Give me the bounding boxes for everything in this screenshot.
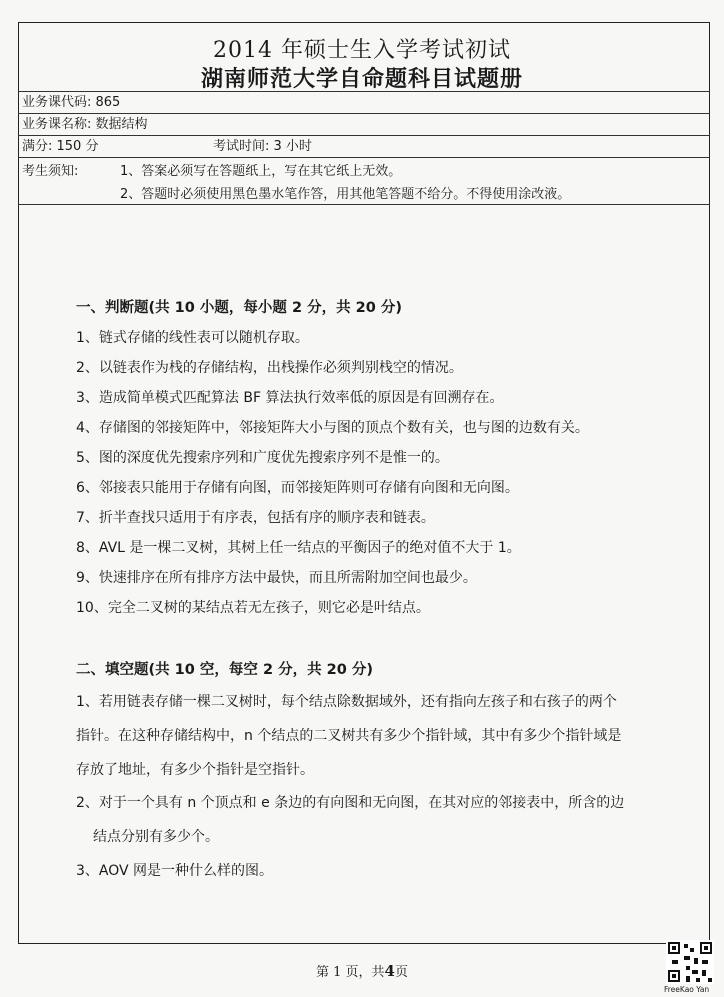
exam-subtitle: 湖南师范大学自命题科目试题册 (200, 67, 523, 92)
qr-code-icon (666, 940, 714, 984)
notice-box (18, 157, 710, 205)
question-line: 2、对于一个具有 n 个顶点和 e 条边的有向图和无向图，在其对应的邻接表中，所含的边 (76, 795, 625, 811)
info-score-row (18, 135, 710, 157)
question-item: 4、存储图的邻接矩阵中，邻接矩阵大小与图的顶点个数有关，也与图的边数有关。 (76, 420, 589, 436)
question-item: 3、造成简单模式匹配算法 BF 算法执行效率低的原因是有回溯存在。 (76, 390, 504, 406)
page-number: 第 1 页，共4页 (316, 962, 408, 980)
course-code: 业务课代码: 865 (22, 95, 121, 110)
question-item: 9、快速排序在所有排序方法中最快，而且所需附加空间也最少。 (76, 570, 477, 586)
notice-item: 1、答案必须写在答题纸上，写在其它纸上无效。 (120, 164, 402, 179)
info-name-row (18, 113, 710, 135)
question-line: 结点分别有多少个。 (93, 829, 219, 845)
full-score: 满分: 150 分 (22, 139, 99, 154)
question-item: 8、AVL 是一棵二叉树，其树上任一结点的平衡因子的绝对值不大于 1。 (76, 540, 521, 556)
question-line: 指针。在这种存储结构中，n 个结点的二叉树共有多少个指针域，其中有多少个指针域是 (76, 728, 622, 744)
question-item: 2、以链表作为栈的存储结构，出栈操作必须判别栈空的情况。 (76, 360, 463, 376)
question-item: 5、图的深度优先搜索序列和广度优先搜索序列不是惟一的。 (76, 450, 449, 466)
question-item: 7、折半查找只适用于有序表，包括有序的顺序表和链表。 (76, 510, 435, 526)
question-item: 1、链式存储的线性表可以随机存取。 (76, 330, 309, 346)
section-heading-judgment: 一、判断题(共 10 小题，每小题 2 分，共 20 分) (76, 300, 402, 316)
exam-title: 2014 年硕士生入学考试初试 (213, 38, 511, 63)
question-line: 3、AOV 网是一种什么样的图。 (76, 863, 274, 879)
exam-time: 考试时间: 3 小时 (213, 139, 312, 154)
notice-item: 2、答题时必须使用黑色墨水笔作答，用其他笔答题不给分。不得使用涂改液。 (120, 187, 571, 202)
question-item: 10、完全二叉树的某结点若无左孩子，则它必是叶结点。 (76, 600, 430, 616)
question-item: 6、邻接表只能用于存储有向图，而邻接矩阵则可存储有向图和无向图。 (76, 480, 519, 496)
brand-label: FreeKao Yan (664, 985, 710, 994)
info-code-row (18, 91, 710, 113)
section-heading-fill: 二、填空题(共 10 空，每空 2 分，共 20 分) (76, 662, 373, 678)
question-line: 1、若用链表存储一棵二叉树时，每个结点除数据域外，还有指向左孩子和右孩子的两个 (76, 694, 617, 710)
notice-label: 考生须知: (22, 164, 79, 179)
question-line: 存放了地址，有多少个指针是空指针。 (76, 762, 314, 778)
course-name: 业务课名称: 数据结构 (22, 117, 148, 132)
